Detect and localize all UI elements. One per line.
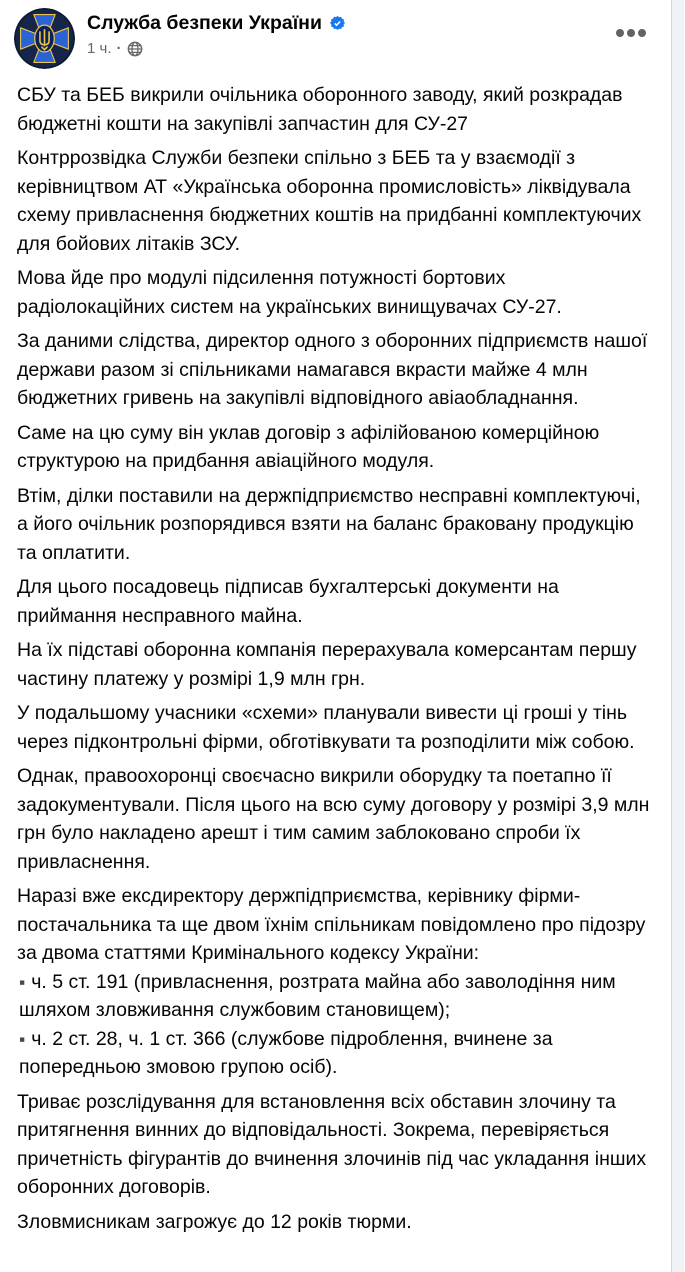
bullet-square-icon: ▪ [19, 1028, 26, 1049]
list-item [17, 1025, 655, 1082]
ellipsis-dot-icon [627, 29, 635, 37]
timestamp-link[interactable]: 1 ч. [87, 40, 112, 58]
meta-separator: · [116, 40, 122, 58]
post-paragraph: На їх підставі оборонна компанія перерахувала комерсантам першу частину платежу у розмірі 1,9 млн грн. [17, 639, 637, 690]
page-background-gutter [672, 0, 684, 1272]
post-paragraph: Однак, правоохоронці своєчасно викрили оборудку та поетапно її задокументували. Після цього на всю суму договору у розмірі 3,9 млн грн було накладено арешт і тим самим заблоковано спроби їх привласнення. [17, 765, 650, 873]
ellipsis-dot-icon [638, 29, 646, 37]
post-menu-button[interactable] [613, 17, 649, 49]
post-paragraph: Контррозвідка Служби безпеки спільно з БЕБ та у взаємодії з керівництвом АТ «Українська оборонна промисловість» ліквідувала схему привласнення бюджетних коштів на придбанні комплектуючих для бойових літаків ЗСУ. [17, 147, 642, 255]
post-paragraph: Втім, ділки поставили на держпідприємство несправні комплектуючі, а його очільник розпорядився взяти на баланс браковану продукцію та оплатити. [17, 484, 641, 564]
globe-public-icon [127, 41, 143, 57]
post-paragraph: Триває розслідування для встановлення всіх обставин злочину та притягнення винних до відповідальності. Зокрема, перевіряється причетність фігурантів до вчинення злочинів під час укладання інших оборонних договорів. [17, 1090, 647, 1198]
post-meta-row [87, 40, 346, 57]
post-paragraph-with-list [17, 882, 655, 1082]
page-name-link[interactable]: Служба безпеки України [87, 12, 322, 34]
list-item-text: ч. 5 ст. 191 (привласнення, розтрата майна або заволодіння ним шляхом зловживання службовим становищем); [19, 970, 616, 1021]
post-paragraph: Саме на цю суму він уклав договір з афілійованою комерційною структурою на придбання авіаційного модуля. [17, 421, 600, 472]
verified-badge-icon [329, 15, 346, 32]
header-text [87, 8, 346, 57]
post-paragraph: Зловмисникам загрожує до 12 років тюрми. [17, 1210, 412, 1233]
post-header [0, 0, 671, 73]
bullet-square-icon: ▪ [19, 971, 26, 992]
post-paragraph: СБУ та БЕБ викрили очільника оборонного заводу, який розкрадав бюджетні кошти на закупівлі запчастин для СУ-27 [17, 84, 623, 135]
list-item-text: ч. 2 ст. 28, ч. 1 ст. 366 (службове підроблення, вчинене за попередньою змовою групою осіб). [19, 1027, 553, 1078]
post-paragraph: Для цього посадовець підписав бухгалтерські документи на приймання несправного майна. [17, 576, 559, 627]
name-row [87, 11, 346, 36]
list-item [17, 968, 655, 1025]
post-paragraph: Наразі вже ексдиректору держпідприємства, керівнику фірми-постачальника та ще двом їхнім спільникам повідомлено про підозру за двома статтями Кримінального кодексу України: [17, 885, 646, 964]
page-avatar-sbu-emblem[interactable] [14, 8, 75, 69]
post-paragraph: За даними слідства, директор одного з оборонних підприємств нашої держави разом зі спільниками намагався вкрасти майже 4 млн бюджетних гривень на закупівлі відповідного авіаобладнання. [17, 330, 648, 409]
ellipsis-dot-icon [616, 29, 624, 37]
post-paragraph: У подальшому учасники «схеми» планували вивести ці гроші у тінь через підконтрольні фірми, обготівкувати та розподілити між собою. [17, 702, 635, 753]
post-paragraph: Мова йде про модулі підсилення потужності бортових радіолокаційних систем на українських винищувачах СУ-27. [17, 267, 562, 318]
post-text [0, 73, 671, 1236]
